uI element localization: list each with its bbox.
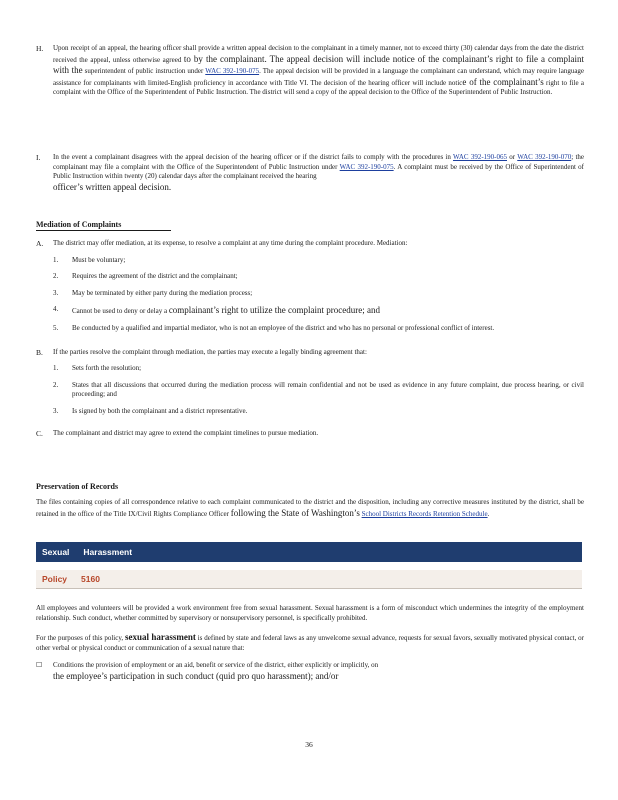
wac-link[interactable]: WAC 392-190-065 [453,153,507,161]
mediation-section [36,220,584,438]
harassment-section [36,604,584,681]
list-item-number: 3. [53,288,59,297]
banner-word-1: Sexual [42,547,70,557]
preservation-heading: Preservation of Records [36,482,119,491]
checkbox-bullet-icon: ☐ [36,661,43,670]
harassment-bullet [36,661,584,681]
list-item-text: Be conducted by a qualified and impartial mediator, who is not an employee of the district and who has no personal or professional conflict of interest. [72,323,495,332]
list-item-text: Sets forth the resolution; [72,364,142,373]
mediation-heading: Mediation of Complaints [36,220,171,231]
list-item [53,364,584,374]
list-item [53,272,584,282]
harassment-p2 [36,632,584,653]
section-i-text [53,153,584,182]
wac-link[interactable]: WAC 392-190-075 [339,162,394,171]
mediation-a [36,239,584,334]
policy-number: 5160 [81,574,100,584]
mediation-c [36,429,584,439]
section-h-text-3: superintendent of public instruction under [84,67,204,76]
mediation-a-text: The district may offer mediation, at its expense, to resolve a complaint at any time during the complaint procedure. Mediation: [53,239,408,247]
list-item-text: May be terminated by either party during the mediation process; [72,288,253,297]
section-h-text-4: . The appeal decision will be provided in a language the complainant can understand, which may require language assistance for complainants with limited-English proficiency in accordance with Title VI. The decision of the hearing officer will include notic [53,67,585,87]
mediation-b-text: If the parties resolve the complaint through mediation, the parties may execute a legally binding agreement that: [53,347,367,356]
list-item [53,324,584,334]
section-i [36,153,584,192]
harassment-bullet-text: Conditions the provision of employment or an aid, benefit or service of the district, either explicitly or implicitly, on [53,661,379,670]
section-h-label: H. [36,44,44,53]
list-item [53,305,584,317]
list-item-number: 1. [53,364,59,373]
retention-schedule-link[interactable]: School Districts Records Retention Schedule [361,509,488,518]
section-h-text-5: e of the complainant’s [462,76,544,87]
wac-link[interactable]: WAC 392-190-070 [517,153,572,161]
harassment-p2-a: For the purposes of this policy, [36,634,124,643]
list-item-text: Is signed by both the complainant and a district representative. [72,406,248,415]
mediation-b-list [53,364,584,416]
section-h-text-1: Upon receipt of an appeal, the hearing officer shall provide a written appeal decision to the complainant in a timely manner, not to exceed thirty (30) calendar days from the date the district received the appeal, unless otherwise agreed [53,44,584,64]
list-item-text: States that all discussions that occurred during the mediation process will remain confidential and not be used as evidence in any future complaint, due process hearing, or civil proceeding; and [72,380,584,399]
section-i-label: I. [36,153,41,162]
preservation-end: . [487,509,490,518]
preservation-text-big: following the State of Washington’s [230,507,360,518]
list-item [53,289,584,299]
list-item-number: 2. [53,380,59,389]
preservation-text-1: The files containing copies of all correspondence relative to each complaint communicated to the district and the disposition, including any corrective measures instituted by the district, shall be retained in the office of the Title IX/Civil Rights Compliance Officer [36,498,584,518]
list-item-number: 2. [53,272,59,281]
section-h [36,44,584,98]
list-item [53,256,584,266]
mediation-c-label: C. [36,428,43,438]
list-item-text: Must be voluntary; [72,255,126,264]
list-item-text: Requires the agreement of the district and the complainant; [72,272,238,281]
sexual-harassment-term: sexual harassment [125,632,196,643]
preservation-section [36,482,584,519]
mediation-c-text: The complainant and district may agree to extend the complaint timelines to pursue mediation. [53,428,319,437]
list-item-number: 4. [53,305,59,314]
list-item [53,381,584,400]
harassment-bullet-big: the employee’s participation in such conduct (quid pro quo harassment); and/or [53,670,339,681]
list-item-number: 1. [53,255,59,264]
section-i-text-1: In the event a complainant disagrees with the appeal decision of the hearing officer or if the district fails to comply with the procedures in [53,153,451,161]
harassment-p2-b: is defined by state and federal laws as any unwelcome sexual advance, requests for sexual favors, sexually motivated physical contact, or other verbal or physical conduct or communication of a sexual nature that: [36,634,585,652]
section-i-text-3: ; the complainant may file a complaint with the Office of the Superintendent of Public Instruction under [53,153,584,171]
mediation-b [36,348,584,417]
wac-link[interactable]: WAC 392-190-075 [205,67,260,76]
list-item-text: Cannot be used to deny or delay a [72,307,168,316]
preservation-text [36,498,584,519]
page-number: 36 [305,740,313,749]
list-item-text-big: complainant’s right to utilize the complaint procedure; and [168,305,381,316]
section-banner [36,542,582,562]
section-i-text-4: . A complaint must be received by the Office of Superintendent of Public Instruction within twenty (20) calendar days after the complainant received the hearing [53,162,585,181]
section-h-text [53,44,584,98]
section-i-text-2: or [509,153,516,161]
policy-header [36,570,582,589]
policy-label: Policy [42,574,68,584]
section-h-text-2: to by the complainant. The appeal decision will include notice of the complainant’s right to file a complaint with the [53,53,584,76]
section-h-text-6: right to file a complaint with the Office of the Superintendent of Public Instruction. The district will send a copy of the appeal decision to the Office of the Superintendent of Public Instruction. [53,78,584,97]
section-i-text-5: officer’s written appeal decision. [53,181,172,192]
list-item-number: 5. [53,323,59,332]
banner-word-2: Harassment [83,547,133,557]
mediation-list [53,256,584,334]
mediation-b-label: B. [36,347,43,357]
mediation-a-label: A. [36,239,44,248]
harassment-p1: All employees and volunteers will be provided a work environment free from sexual harassment. Sexual harassment is a form of misconduct which undermines the integrity of the employment relationship. Such conduct, whether committed by supervisory or nonsupervisory personnel, is specifically prohibited. [36,604,584,622]
list-item [53,407,584,417]
list-item-number: 3. [53,406,59,415]
